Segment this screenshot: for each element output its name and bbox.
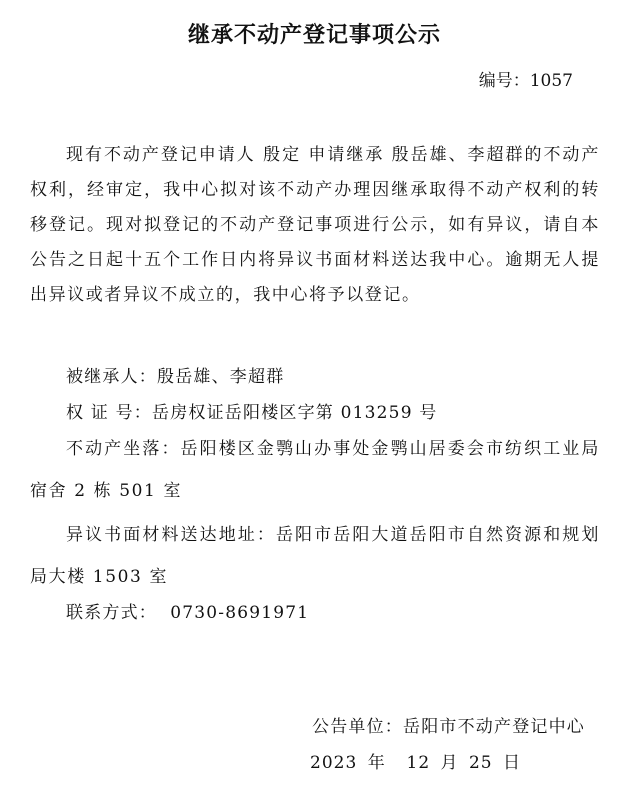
property-location-line: 不动产坐落：岳阳楼区金鹗山办事处金鹗山居委会市纺织工业局宿舍 2 栋 501 室 <box>30 439 600 501</box>
notice-date: 2023 年 12 月 25 日 <box>310 753 521 773</box>
notice-body-paragraph: 现有不动产登记申请人 殷定 申请继承 殷岳雄、李超群的不动产权利，经审定，我中心拟对该不动产办理因继承取得不动产权利的转移登记。现对拟登记的不动产登记事项进行公示，如有异议，请自本公告之日起十五个工作日内将异议书面材料送达我中心。逾期无人提出异议或者异议不成立的，我中心将予以登记。 <box>30 145 600 305</box>
notice-title: 继承不动产登记事项公示 <box>187 23 441 48</box>
certificate-number-line: 权 证 号：岳房权证岳阳楼区字第 013259 号 <box>66 403 438 423</box>
issuer-line: 公告单位：岳阳市不动产登记中心 <box>312 717 585 737</box>
contact-line: 联系方式： 0730-8691971 <box>66 603 310 623</box>
decedent-line: 被继承人：殷岳雄、李超群 <box>66 367 285 387</box>
objection-address-line: 异议书面材料送达地址：岳阳市岳阳大道岳阳市自然资源和规划局大楼 1503 室 <box>30 525 600 587</box>
document-number: 编号：1057 <box>478 71 573 91</box>
